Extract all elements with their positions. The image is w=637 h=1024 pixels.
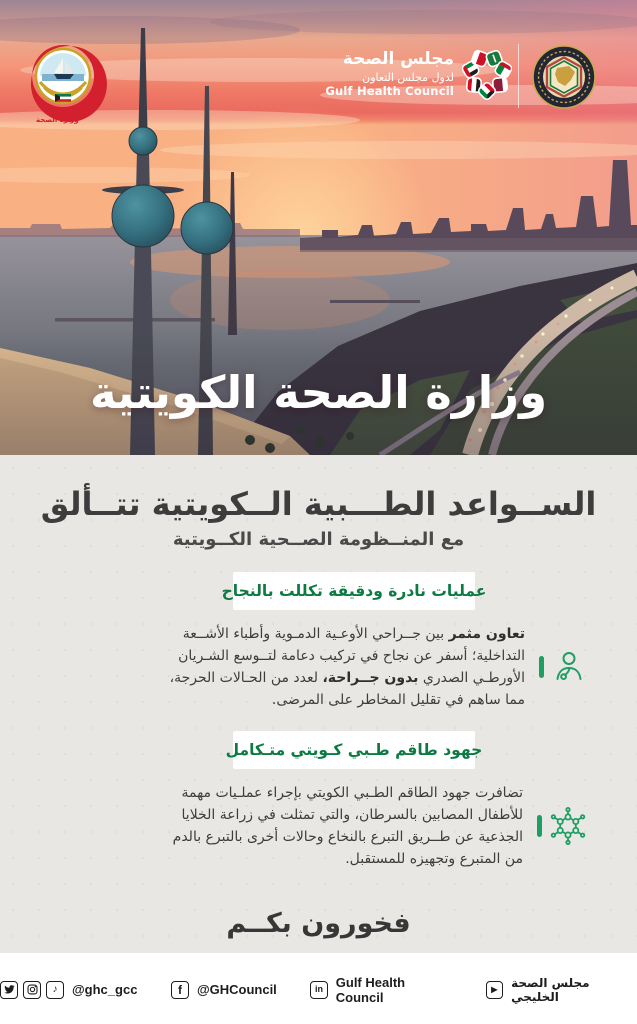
header-divider [518,44,519,108]
section-2-title-box [225,731,483,769]
paragraph-text: لعدد من الحـالات الحرجة، مما ساهم في تقليل المخاطر على المرضى. [169,670,525,708]
ghc-logo [325,46,512,102]
accent-bar [537,815,542,837]
section-1-icon-col [539,649,587,685]
section-2-icon-col [537,807,587,845]
ghc-title-ar: مجلس الصحة [342,49,454,70]
gcc-emblem-icon [531,44,597,110]
social-group-handles[interactable] [0,981,137,999]
ghc-subtitle-ar: لدول مجلس التعاون [362,70,454,84]
moh-logo-label: وزارة الصحة [36,116,79,124]
social-group-facebook[interactable] [171,981,277,999]
ghc-title-en: Gulf Health Council [325,84,454,99]
kuwait-moh-logo [24,34,114,126]
stem-cell-icon [549,807,587,845]
section-2-row [0,782,587,870]
instagram-icon[interactable] [23,981,41,999]
ghc-flag-star-icon [462,46,512,102]
sub-heading: مع المنــظومة الصــحية الكــويتية [172,529,465,550]
twitter-icon[interactable] [0,981,18,999]
section-2-paragraph [151,782,523,870]
social-group-linkedin[interactable] [310,975,452,1005]
main-heading: الســواعد الطـــبية الــكويتية تتــألق [40,485,597,523]
tiktok-icon[interactable]: ♪ [46,981,64,999]
bold-lead: تعاون مثمر [448,626,525,642]
social-row [0,975,637,1005]
accent-bar [539,656,544,678]
social-group-youtube[interactable] [486,976,637,1004]
section-1-paragraph [153,623,525,711]
paragraph-text: تضافرت جهود الطاقم الطـبي الكويتي بإجراء عملـيات مهمة للأطفال المصابين بالسرطان، والتي تمثلت في زراعة الخلايا الجذعية عن طــريق التبرع بالنخاع وحالات أخرى بالتبرع بالدم من المتبرع وتجهيزه للمستقبل. [172,785,523,867]
twitter-handle[interactable]: @ghc_gcc [72,982,138,997]
page-title: وزارة الصحة الكويتية [89,366,548,419]
paragraph-text: بين جــراحي الأوعـية الدمـوية وأطباء الأشــعة التداخلية؛ أسفر عن نجاح في تركيب دعامة لتــوسع الشـريان الأورطـي الصدري [178,626,525,686]
section-1-row [0,623,587,711]
main-content [0,455,637,953]
linkedin-label[interactable]: Gulf Health Council [335,974,406,1005]
youtube-icon[interactable]: ▶ [486,981,503,999]
closing-statement: فخورون بكــم [226,908,411,939]
facebook-handle[interactable]: @GHCouncil [196,982,277,997]
photo-header [0,0,637,455]
footer [0,953,637,1024]
bold-inline: بدون جــراحة، [322,670,419,686]
linkedin-icon[interactable]: in [310,981,327,999]
section-1-title: عمليات نادرة ودقيقة تكللت بالنجاح [221,582,487,600]
youtube-label[interactable]: مجلس الصحة الخليجي [511,975,590,1004]
section-1-title-box [221,572,487,610]
doctor-icon [551,649,587,685]
facebook-icon[interactable]: f [171,981,189,999]
section-2-title: جهود طاقم طـبي كـويتي متـكامل [225,741,483,759]
